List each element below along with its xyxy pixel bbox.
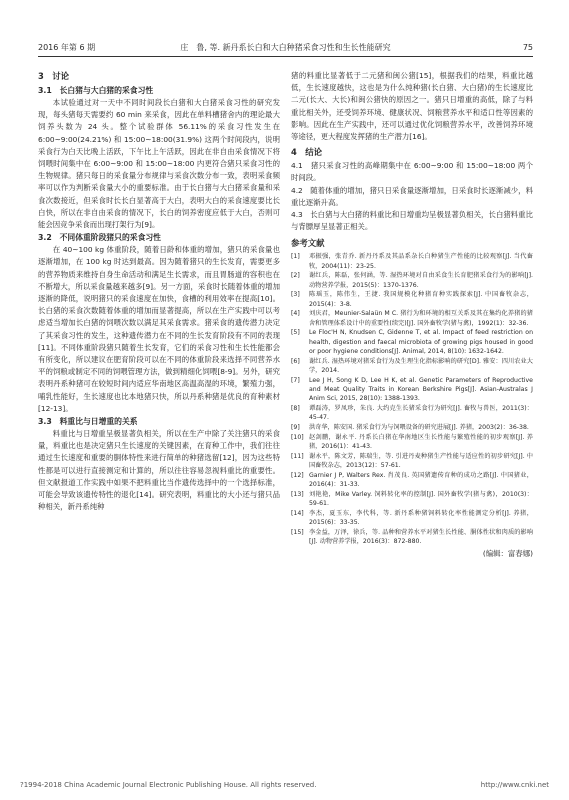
reference-item [291, 433, 533, 451]
reference-number: [8] [291, 404, 300, 412]
reference-text: 李金益，万泽，徐兵，等. 品种和营养水平对猪生长性能、胴体性状和肉质的影响[J]. 动物营养学报，2016(3)：872-880. [309, 528, 533, 545]
reference-item [291, 309, 533, 327]
reference-item [291, 404, 533, 422]
reference-item [291, 376, 533, 404]
paragraph-3-2: 在 40~100 kg 体重阶段，随着日龄和体重的增加，猪只的采食量也逐渐增加，在 100 kg 时达到最高。因为随着猪只的生长发育，需要更多的营养物质来维持自身生命活动和满足生长需求，而且胃肠道的容积也在不断增大，所以采食量越来越多[9]。另一方面，采食时长随着体重的增加逐渐的降低，说明猪只的采食速度在加快，食槽的利用效率在提高[10]。长白猪的采食次数随着体重的增加而显著提高，所以在生产实践中可以考虑适当增加长白猪的饲喂次数以满足其采食需求。猪采食的遗传潜力决定了其采食习性的发生，这种遗传潜力在不同的生长发育阶段有不同的表现[11]。不同体重阶段猪只随着生长发育，它们的采食习性和生长性能都会有所变化，所以建议在肥育阶段可以在不同的体重阶段来选择不同营养水平的饲粮或制定不同的饲喂管理方法，做到精细化饲喂[8-9]。另外，研究表明丹系种猪可在较短时间内适应华南地区高温高湿的环境，繁殖力强，哺乳性能好，生长速度也比本地猪只快，所以丹系种猪是优良的育种素材[12-13]。 [38, 245, 280, 413]
reference-number: [4] [291, 310, 300, 318]
issue-label: 2016 年第 6 期 [38, 43, 96, 52]
references-heading: 参考文献 [291, 238, 325, 249]
left-column [38, 70, 280, 514]
reference-item [291, 490, 533, 508]
running-header [38, 40, 533, 57]
reference-item [291, 452, 533, 470]
editor-note: (编辑：富春娜) [482, 549, 533, 559]
section-heading-conclusion: 4 结论 [291, 147, 322, 158]
subsection-heading-3-3: 3.3 料重比与日增重的关系 [38, 417, 138, 427]
paragraph-3-3-continued: 猪的料重比显著低于二元猪和闽公猪[15]，根据我们的结果，料重比越低，生长速度越快，这也是为什么纯种猪(长白猪、大白猪)的生长速度比二元(长大、大长)和闽公猪快的原因之一。猪只日增重的高低，除了与料重比相关外，还受饲养环境、健康状况、饲粮营养水平和适口性等因素的影响。因此在生产实践中，还可以通过优化饲粮营养水平，改善饲养环境等途径，更大程度发挥猪的生产潜力[16]。 [291, 71, 533, 142]
reference-number: [7] [291, 376, 300, 384]
subsection-heading-3-2: 3.2 不同体重阶段猪只的采食习性 [38, 233, 161, 243]
page-number: 75 [522, 43, 533, 52]
reference-item [291, 271, 533, 289]
reference-text: 谢红兵. 湿热环境对猪采食行为及生理生化指标影响的研究[D]. 雅安：四川农业大学，2014. [309, 357, 533, 374]
reference-number: [5] [291, 329, 300, 337]
reference-text: 洪奇华，陈安国. 猪采食行为与饲喂设备的研究进展[J]. 养猪，2003(2)：36-38. [309, 423, 529, 431]
reference-item [291, 328, 533, 356]
references-list [291, 252, 533, 546]
conclusion-item: 4.3 长白猪与大白猪的料重比和日增重均呈极显著负相关，长白猪料重比与背膘厚呈显著正相关。 [291, 210, 533, 232]
reference-text: Le Floc'H N, Knudsen C, Gidenne T, et al. Impact of feed restriction on health, digestion and faecal microbiota of growing pigs housed in good or poor hygiene conditions[J]. Animal, 2014, 8(10): 1632-1642. [309, 329, 533, 355]
copyright-text: ?1994-2018 China Academic Journal Electronic Publishing House. All rights reserved. [20, 781, 317, 789]
reference-number: [11] [291, 452, 304, 460]
paragraph-3-1: 本试验通过对一天中不同时间段长白猪和大白猪采食习性的研究发现，每头猪每天需要约 60 min 来采食，因此在单料槽猪舍内的理论最大饲养头数为 24 头。整个试验群体 56.11%的采食习性发生在 6:00~9:00(24.21%) 和 15:00~18:00(31.9%) 这两个时间段内，说明采食行为白天比晚上活跃，下午比上午活跃，因此在非自由采食情况下将饲喂时间集中在 6:00~9:00 和 15:00~18:00 内更符合猪只采食习性的生物规律。猪只每日的采食量分布规律与采食次数分布一致，表明采食频率可以作为判断采食量大小的重要标准。由于长白猪与大白猪采食量和采食次数接近，但采食时长长白显著高于大白，表明大白的采食速度要比长白快，所以在非自由采食的情况下，长白的饲养密度应低于大白，否则可能会因竞争采食而出现打架行为[9]。 [38, 98, 280, 230]
reference-item [291, 357, 533, 375]
conclusion-item: 4.2 随着体重的增加，猪只日采食量逐渐增加，日采食时长逐渐减少，料重比逐渐升高。 [291, 185, 533, 207]
subsection-heading-3-1: 3.1 长白猪与大白猪的采食习性 [38, 86, 154, 95]
reference-text: 谢红兵，陈磊，张何涵，等. 湿热环境对自由采食生长育肥猪采食行为的影响[J]. 动物营养学报，2015(5)：1370-1376. [309, 272, 533, 289]
reference-number: [14] [291, 509, 304, 517]
reference-item [291, 509, 533, 527]
reference-text: 李杰，夏玉东，李代科，等. 新丹系种猪饲料转化率性能测定分析[J]. 养猪，2015(6)：33-35. [309, 509, 533, 526]
reference-number: [15] [291, 528, 304, 536]
reference-number: [9] [291, 423, 300, 431]
reference-text: 刘庆君，Meunier-Salaün M C. 猪行为和环境的相互关系及其在集约化养猪的猪舍和管理体系设计中的重要性(续完)[J]. 国外畜牧学(猪与禽)，1992(1)：32-36. [309, 310, 533, 327]
reference-text: Garnier J P, Walters Rex. 肖茂良. 英国猪遗传育种的成功之路[J]. 中国猪业，2016(4)：31-33. [309, 471, 533, 488]
reference-text: 赵剑鹏，谢永平. 丹系长白猪在华南地区生长性能与繁殖性能的初步观察[J]. 养猪，2016(1)：41-43. [309, 433, 533, 450]
reference-text: 陈瑶玉，陈伟生，王捷. 我国规模化种猪育种实践探索[J]. 中国畜牧杂志，2015(4)：3-8. [309, 291, 533, 308]
conclusion-item: 4.1 猪只采食习性的高峰期集中在 6:00~9:00 和 15:00~18:00 两个时间段。 [291, 161, 533, 183]
reference-text: 谭磊涛，罗凤珍，朱良. 大约克生长猪采食行为研究[J]. 畜牧与兽医，2011(3)：45-47. [309, 404, 533, 422]
reference-item [291, 471, 533, 489]
reference-number: [3] [291, 291, 300, 299]
right-column [291, 70, 533, 560]
reference-item [291, 528, 533, 546]
reference-number: [2] [291, 272, 300, 280]
paragraph-3-3: 料重比与日增重呈极显著负相关，所以在生产中除了关注猪只的采食量，料重比也是决定猪只生长速度的关键因素，在育种工作中，我们往往通过生长速度和重要的胴体特性来进行简单的种猪选留[12]，因为这些特性都是可以进行直接测定和计算的，所以往往容易忽视料重比的重要性。但文献报道工作实践中如果不把料重比当作遗传选择中的一个选择标准，可能会导致该遗传特性的退化[14]。研究表明，料重比的大小还与猪只品种相关，新丹系纯种 [38, 429, 280, 512]
reference-number: [13] [291, 490, 304, 498]
reference-item [291, 423, 533, 432]
reference-text: 刘艳艳，Mike Varley. 饲料转化率的控制[J]. 国外畜牧学(猪与禽)，2010(3)：59-61. [309, 490, 533, 507]
reference-number: [6] [291, 357, 300, 365]
reference-number: [1] [291, 253, 300, 261]
reference-number: [10] [291, 433, 304, 441]
reference-text: Lee J H, Song K D, Lee H K, et al. Genetic Parameters of Reproductive and Meat Quality Traits in Korean Berkshire Pigs[J]. Asian-Australas J Anim Sci, 2015, 28(10): 1388-1393. [309, 376, 533, 403]
running-title: 庄 鲁, 等. 新丹系长白和大白种猪采食习性和生长性能研究 [180, 43, 391, 52]
reference-number: [12] [291, 471, 304, 479]
reference-text: 邓振强，张青乔. 新丹丹系及其品系杂长白种猪生产性能的比较观察[J]. 当代畜牧，2004(11)：23-25. [309, 253, 533, 270]
cnki-link[interactable]: http://www.cnki.net [480, 781, 549, 789]
section-heading-discussion: 3 讨论 [38, 71, 69, 81]
reference-item [291, 252, 533, 270]
reference-item [291, 290, 533, 308]
reference-text: 谢永平，陈文芳，陈瑞生，等. 引进丹麦种猪生产性能与适应性的初步研究[J]. 中国畜牧杂志，2013(12)：57-61. [309, 452, 533, 469]
